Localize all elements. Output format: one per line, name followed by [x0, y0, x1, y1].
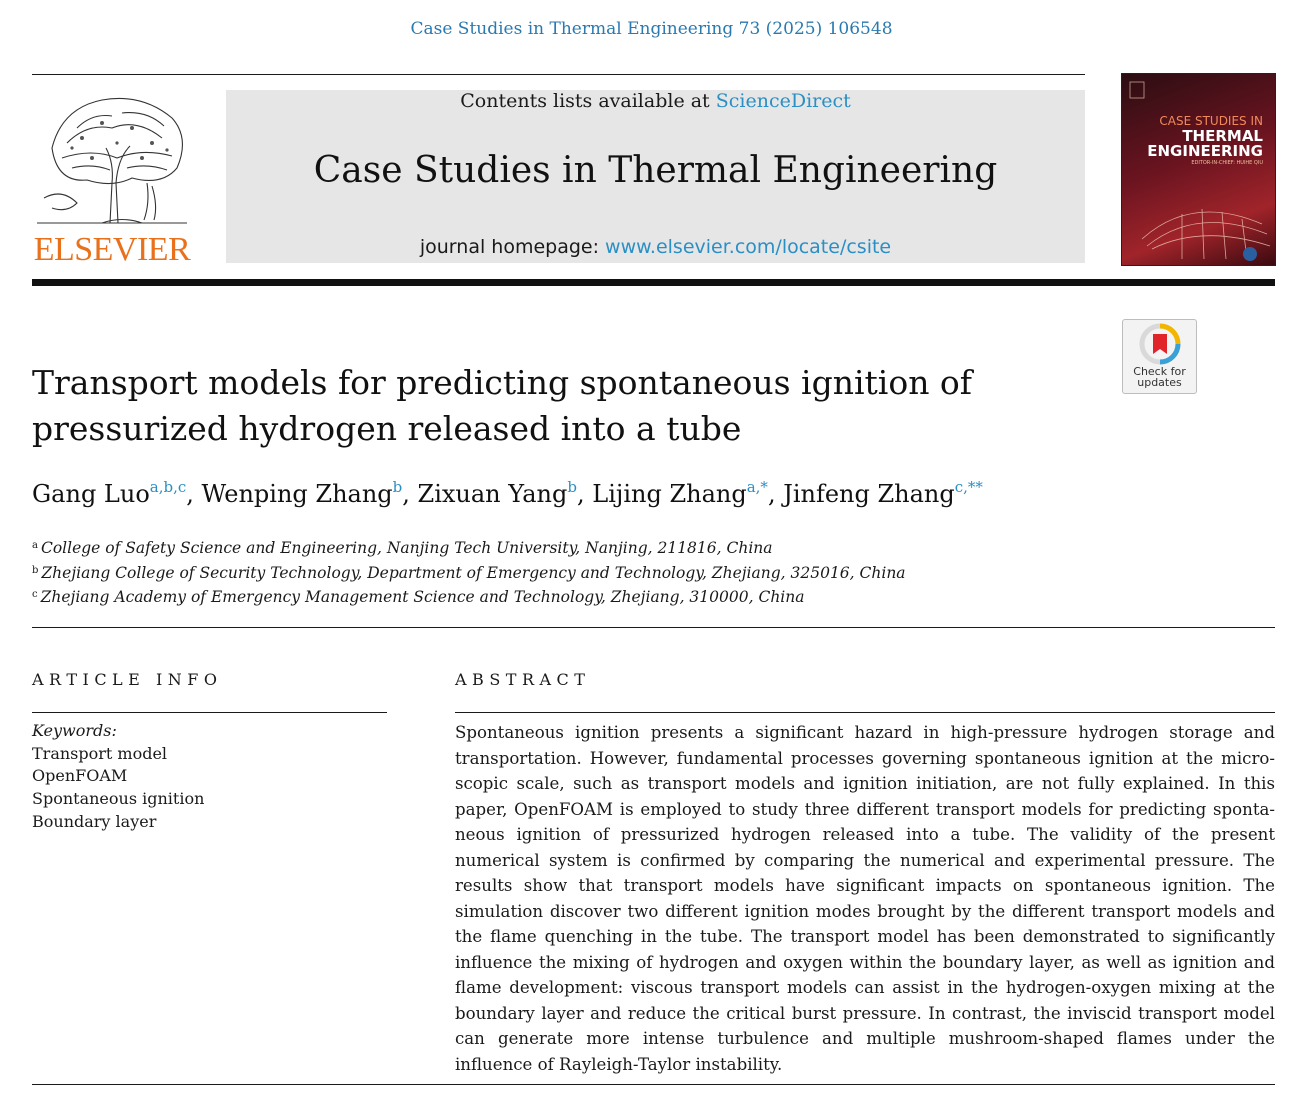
cover-editor: EDITOR-IN-CHIEF: HUIHE QIU — [1191, 160, 1263, 166]
keyword-item: Spontaneous ignition — [32, 789, 205, 809]
bottom-rule — [32, 1084, 1275, 1085]
affiliation-item — [32, 560, 1232, 585]
author-affiliation-mark[interactable]: c,** — [954, 478, 983, 496]
author-separator: , — [186, 480, 202, 508]
affiliation-mark: a — [32, 540, 38, 551]
elsevier-tree-icon — [32, 88, 192, 228]
homepage-line — [226, 236, 1085, 258]
cover-title-line1: CASE STUDIES IN — [1159, 114, 1263, 128]
elsevier-wordmark: ELSEVIER — [33, 231, 191, 268]
abstract-text: Spontaneous ignition presents a significant hazard in high-pressure hydrogen storage and transportation. However, fundamental processes governing spontaneous ignition at the microscopic scale, such as transport models and ignition initiation, are not fully explained. In this paper, OpenFOAM is employed to study three different transport models for predicting spontaneous ignition of pressurized hydrogen released into a tube. The validity of the present numerical system is confirmed by comparing the numerical and experimental pressure. The results show that transport models have significant impacts on spontaneous ignition. The simulation discover two different ignition modes brought by the different transport models and the flame quenching in the tube. The transport model has been demonstrated to significantly influence the mixing of hydrogen and oxygen within the boundary layer, as well as ignition and flame development: viscous transport models can assist in the hydrogen-oxygen mixing at the boundary layer and reduce the critical burst pressure. In contrast, the inviscid transport model can generate more intense turbulence and multiple mushroom-shaped flames under the influence of Rayleigh-Taylor instability. — [455, 723, 1275, 1074]
author-name[interactable]: Lijing Zhang — [592, 480, 747, 508]
article-title-line2: pressurized hydrogen released into a tube — [32, 409, 742, 448]
author-affiliation-mark[interactable]: a,b,c — [149, 478, 187, 496]
check-label-line2: updates — [1137, 376, 1182, 389]
check-for-updates-button[interactable] — [1122, 319, 1197, 394]
cover-title-line2: THERMAL — [1182, 127, 1263, 145]
affiliation-list — [32, 535, 1232, 609]
author-affiliation-mark[interactable]: b — [567, 478, 577, 496]
keywords-block — [32, 720, 387, 834]
crossmark-icon — [1123, 320, 1198, 366]
contents-prefix: Contents lists available at — [460, 90, 716, 112]
elsevier-logo[interactable] — [32, 88, 192, 268]
author-affiliation-mark[interactable]: b — [392, 478, 403, 496]
affiliation-mark: c — [32, 589, 38, 600]
abstract-heading: ABSTRACT — [455, 670, 591, 689]
author-affiliation-mark[interactable]: a,* — [746, 478, 768, 496]
article-title — [32, 360, 1032, 452]
keyword-item: Boundary layer — [32, 811, 157, 831]
affiliation-item — [32, 584, 1232, 609]
affiliation-text: Zhejiang College of Security Technology, Department of Emergency and Technology, Zhejiang, 325016, China — [41, 563, 906, 582]
author-separator: , — [767, 480, 784, 508]
keywords-label: Keywords: — [32, 721, 117, 740]
thick-rule — [32, 279, 1275, 286]
keyword-item: OpenFOAM — [32, 766, 128, 786]
author-name[interactable]: Zixuan Yang — [417, 480, 568, 508]
check-label-line1: Check for — [1133, 365, 1186, 378]
cover-artwork — [1122, 74, 1275, 265]
keyword-item: Transport model — [32, 743, 168, 763]
sciencedirect-link[interactable]: ScienceDirect — [715, 90, 851, 112]
author-name[interactable]: Wenping Zhang — [201, 480, 393, 508]
article-title-line1: Transport models for predicting spontaneous ignition of — [32, 363, 973, 402]
check-for-updates-label — [1123, 366, 1196, 388]
article-info-rule — [32, 712, 387, 713]
author-separator: , — [577, 480, 593, 508]
affiliation-item — [32, 535, 1232, 560]
author-separator: , — [402, 480, 418, 508]
affiliation-mark: b — [32, 564, 39, 576]
journal-cover[interactable] — [1121, 73, 1276, 266]
author-list — [32, 478, 1232, 508]
article-info-heading: ARTICLE INFO — [32, 670, 223, 689]
journal-name: Case Studies in Thermal Engineering — [313, 150, 998, 191]
homepage-prefix: journal homepage: — [419, 236, 606, 258]
journal-citation[interactable]: Case Studies in Thermal Engineering 73 (2025) 106548 — [410, 19, 893, 39]
author-name[interactable]: Jinfeng Zhang — [783, 480, 955, 508]
top-rule — [32, 74, 1085, 75]
journal-banner — [226, 90, 1085, 263]
abstract-rule — [455, 712, 1275, 713]
author-name[interactable]: Gang Luo — [32, 480, 150, 508]
cover-title-line3: ENGINEERING — [1147, 142, 1263, 160]
affiliation-text: College of Safety Science and Engineering, Nanjing Tech University, Nanjing, 211816, China — [40, 539, 773, 557]
homepage-link[interactable]: www.elsevier.com/locate/csite — [605, 236, 892, 258]
affiliation-text: Zhejiang Academy of Emergency Management Science and Technology, Zhejiang, 310000, China — [40, 588, 805, 606]
contents-line — [226, 90, 1085, 112]
section-rule — [32, 627, 1275, 628]
